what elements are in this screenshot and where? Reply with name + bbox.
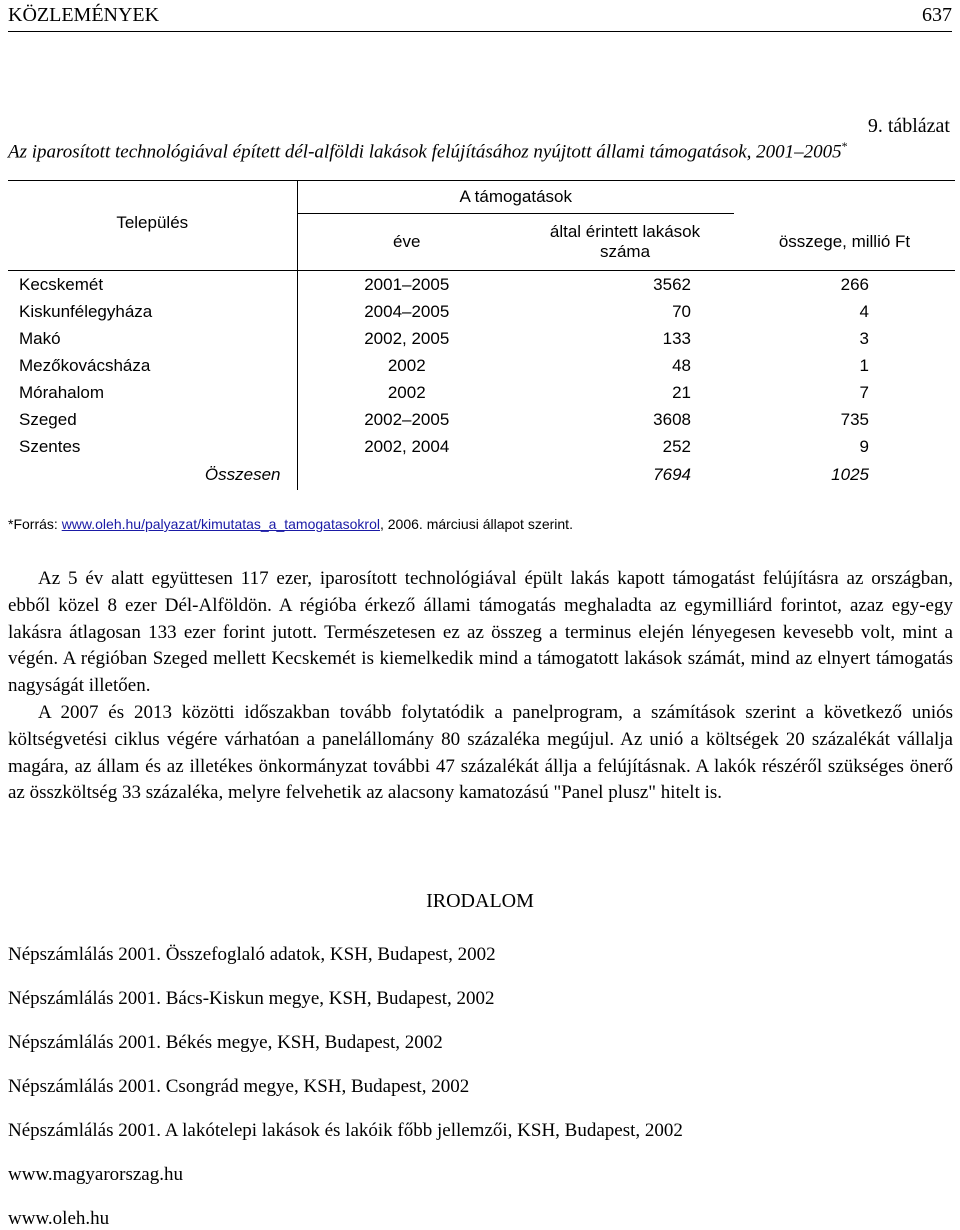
cell-total-label: Összesen	[204, 465, 281, 484]
table-title-footnote-mark: *	[841, 139, 848, 153]
cell-count: 70	[672, 301, 691, 321]
table-row	[8, 298, 955, 325]
source-suffix: , 2006. márciusi állapot szerint.	[379, 516, 573, 532]
body-text	[8, 566, 953, 807]
cell-year: 2002, 2004	[297, 433, 516, 460]
table-body	[8, 271, 955, 491]
cell-settlement: Szeged	[19, 409, 77, 429]
header-group-spacer	[734, 181, 955, 214]
cell-year: 2002–2005	[297, 406, 516, 433]
cell-amount: 7	[859, 382, 869, 402]
cell-settlement: Makó	[19, 328, 61, 348]
table-title-text: Az iparosított technológiával épített dél-alföldi lakások felújításához nyújtott állami támogatások, 2001–2005	[8, 141, 842, 163]
cell-year: 2004–2005	[297, 298, 516, 325]
cell-count: 48	[672, 355, 691, 375]
references-heading: IRODALOM	[426, 890, 534, 912]
cell-settlement: Mezőkovácsháza	[19, 355, 151, 375]
table-total-row	[8, 460, 955, 490]
source-prefix: *Forrás:	[8, 516, 62, 532]
header-year: éve	[297, 214, 516, 271]
support-table	[8, 180, 955, 490]
cell-count: 133	[662, 328, 691, 348]
header-count-line2: száma	[599, 242, 651, 261]
page-number: 637	[922, 4, 952, 26]
source-link[interactable]: www.oleh.hu/palyazat/kimutatas_a_tamogatasokrol	[61, 516, 380, 532]
cell-amount: 3	[859, 328, 869, 348]
header-support-group: A támogatások	[297, 181, 734, 214]
table-number: 9. táblázat	[867, 115, 950, 137]
table-row	[8, 406, 955, 433]
header-amount: összege, millió Ft	[734, 214, 955, 271]
reference-item: Népszámlálás 2001. Bács-Kiskun megye, KSH, Budapest, 2002	[8, 988, 495, 1009]
cell-count: 3608	[653, 409, 691, 429]
cell-amount: 4	[859, 301, 869, 321]
cell-total-year	[297, 460, 516, 490]
reference-item: Népszámlálás 2001. Összefoglaló adatok, KSH, Budapest, 2002	[8, 944, 496, 965]
reference-item: Népszámlálás 2001. Békés megye, KSH, Budapest, 2002	[8, 1032, 443, 1053]
reference-item: www.magyarorszag.hu	[8, 1164, 183, 1185]
cell-amount: 9	[859, 436, 869, 456]
table-row	[8, 325, 955, 352]
cell-amount: 1	[859, 355, 869, 375]
table-title	[8, 139, 958, 163]
cell-year: 2001–2005	[297, 271, 516, 299]
section-title: KÖZLEMÉNYEK	[8, 4, 160, 26]
cell-amount: 266	[840, 274, 869, 294]
page-header	[8, 0, 952, 32]
cell-count: 3562	[653, 274, 691, 294]
cell-count: 252	[662, 436, 691, 456]
cell-total-amount: 1025	[831, 465, 869, 484]
cell-year: 2002, 2005	[297, 325, 516, 352]
reference-item: www.oleh.hu	[8, 1208, 110, 1229]
table-row	[8, 352, 955, 379]
cell-total-count: 7694	[653, 465, 691, 484]
paragraph: A 2007 és 2013 közötti időszakban tovább folytatódik a panelprogram, a számítások szerint a következő uniós költségvetési ciklus végére várhatóan a panelállomány 80 százaléka megújul. Az unió a költségek 20 százalékát vállalja magára, az állam és az illetékes önkormányzat további 47 százalékát állja a felújításnak. A lakók részéről szükséges önerő az összköltség 33 százaléka, melyre felvehetik az alacsony kamatozású "Panel plusz" hitelt is.	[8, 701, 953, 804]
cell-year: 2002	[297, 379, 516, 406]
table-row	[8, 433, 955, 460]
cell-settlement: Mórahalom	[19, 382, 105, 402]
header-settlement: Település	[8, 181, 297, 271]
cell-settlement: Kiskunfélegyháza	[19, 301, 153, 321]
header-count	[516, 214, 734, 271]
reference-item: Népszámlálás 2001. Csongrád megye, KSH, Budapest, 2002	[8, 1076, 470, 1097]
table-source-note	[8, 516, 573, 532]
cell-amount: 735	[840, 409, 869, 429]
table-row	[8, 271, 955, 299]
table-row	[8, 379, 955, 406]
cell-year: 2002	[297, 352, 516, 379]
cell-settlement: Kecskemét	[19, 274, 104, 294]
header-count-line1: által érintett lakások	[549, 222, 701, 241]
cell-count: 21	[672, 382, 691, 402]
cell-settlement: Szentes	[19, 436, 81, 456]
paragraph: Az 5 év alatt együttesen 117 ezer, iparosított technológiával épült lakás kapott támogatást felújításra az országban, ebből közel 8 ezer Dél-Alföldön. A régióba érkező állami támogatás meghaladta az egymilliárd forintot, azaz egy-egy lakásra átlagosan 133 ezer forint jutott. Természetesen ez az összeg a terminus elején lényegesen kevesebb volt, mint a végén. A régióban Szeged mellett Kecskemét is kiemelkedik mind a támogatott lakások számát, mind az elnyert támogatás nagyságát illetően.	[8, 568, 953, 697]
reference-item: Népszámlálás 2001. A lakótelepi lakások és lakóik főbb jellemzői, KSH, Budapest, 2002	[8, 1120, 683, 1141]
